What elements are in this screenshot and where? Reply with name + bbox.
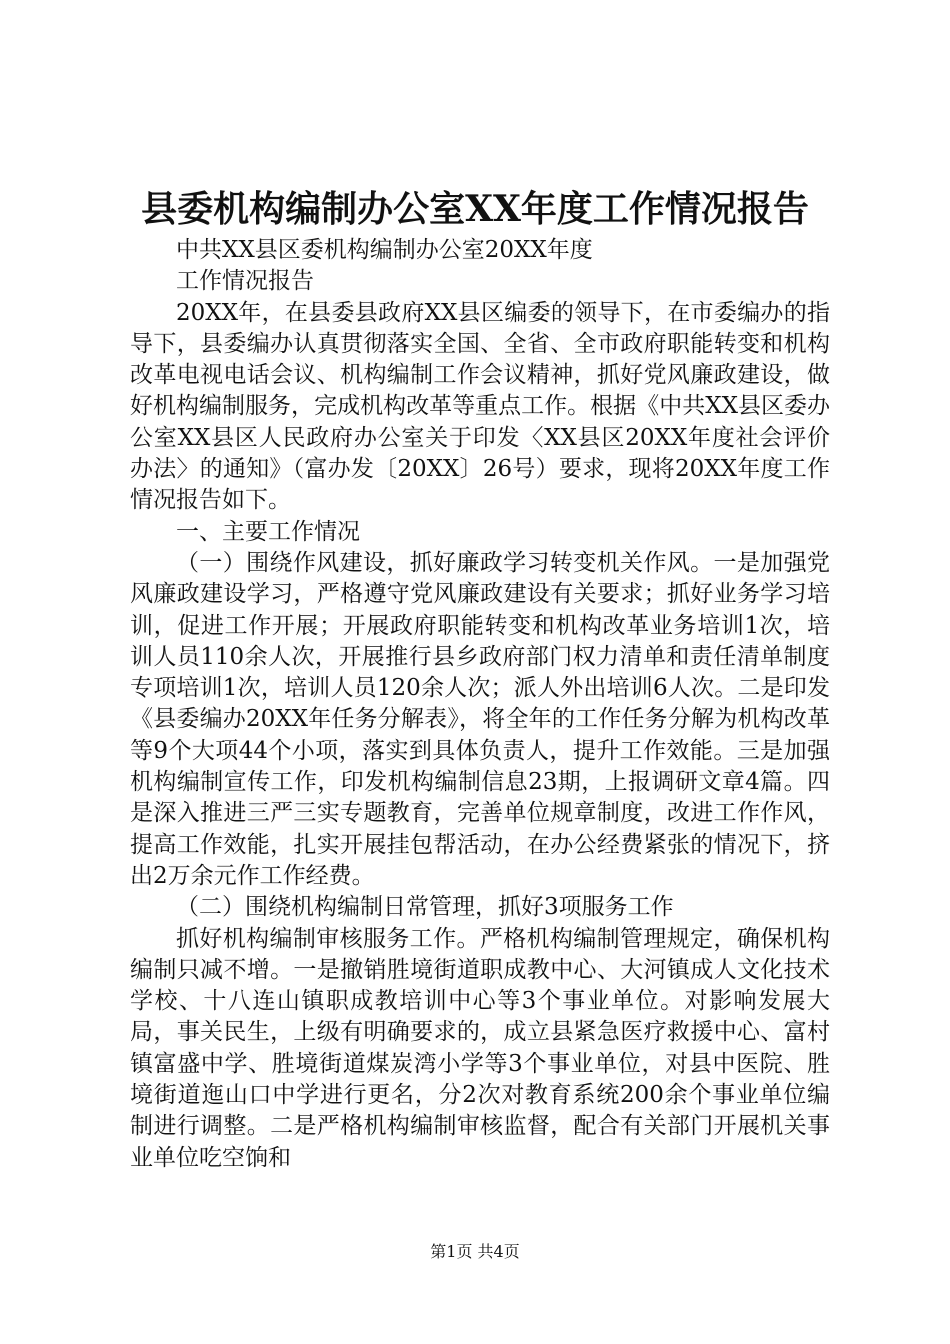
subsection-2-paragraph: 抓好机构编制审核服务工作。严格机构编制管理规定，确保机构编制只减不增。一是撤销胜境街道职成教中心、大河镇成人文化技术学校、十八连山镇职成教培训中心等3个事业单位。对影响发展大局，事关民生，上级有明确要求的，成立县紧急医疗救援中心、富村镇富盛中学、胜境街道煤炭湾小学等3个事业单位，对县中医院、胜境街道迤山口中学进行更名，分2次对教育系统200余个事业单位编制进行调整。二是严格机构编制审核监督，配合有关部门开展机关事业单位吃空饷和 [130, 925, 830, 1171]
intro-paragraph: 20XX年，在县委县政府XX县区编委的领导下，在市委编办的指导下，县委编办认真贯彻落实全国、全省、全市政府职能转变和机构改革电视电话会议、机构编制工作会议精神，抓好党风廉政建设，做好机构编制服务，完成机构改革等重点工作。根据《中共XX县区委办公室XX县区人民政府办公室关于印发〈XX县区20XX年度社会评价办法〉的通知》（富办发〔20XX〕26号）要求，现将20XX年度工作情况报告如下。 [130, 299, 830, 514]
page-number-footer: 第1页 共4页 [430, 1242, 520, 1261]
subsection-2-heading: （二）围绕机构编制日常管理，抓好3项服务工作 [176, 894, 674, 921]
section-heading-1: 一、主要工作情况 [176, 518, 360, 545]
document-body [130, 235, 830, 1174]
document-title: 县委机构编制办公室XX年度工作情况报告 [141, 188, 809, 230]
subtitle-line-2: 工作情况报告 [176, 268, 314, 295]
subsection-1-paragraph: （一）围绕作风建设，抓好廉政学习转变机关作风。一是加强党风廉政建设学习，严格遵守党风廉政建设有关要求；抓好业务学习培训，促进工作开展；开展政府职能转变和机构改革业务培训1次，培训人员110余人次，开展推行县乡政府部门权力清单和责任清单制度专项培训1次，培训人员120余人次；派人外出培训6人次。二是印发《县委编办20XX年任务分解表》，将全年的工作任务分解为机构改革等9个大项44个小项，落实到具体负责人，提升工作效能。三是加强机构编制宣传工作，印发机构编制信息23期，上报调研文章4篇。四是深入推进三严三实专题教育，完善单位规章制度，改进工作作风，提高工作效能，扎实开展挂包帮活动，在办公经费紧张的情况下，挤出2万余元作工作经费。 [130, 549, 830, 889]
subtitle-line-1: 中共XX县区委机构编制办公室20XX年度 [176, 237, 593, 263]
